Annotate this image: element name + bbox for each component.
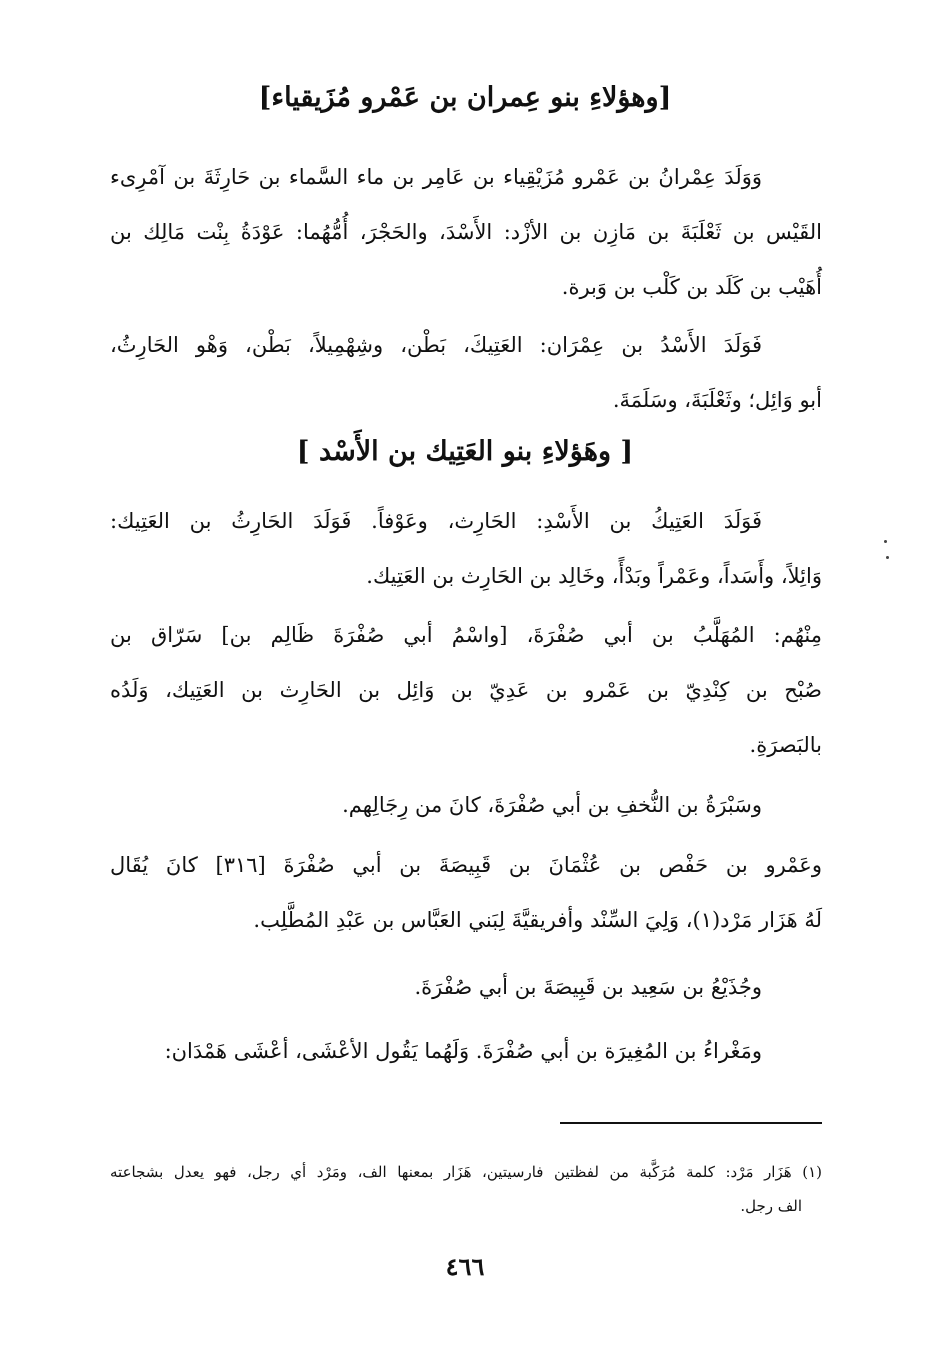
footnote-line: (١) هَزَار مَرْد: كلمة مُرَكَّبة من لفظتين فارسيتين، هَزَار بمعنها الف، ومَرْد أي رجل، فهو يعدل بشجاعته — [110, 1163, 822, 1181]
text-line: مِنْهُم: المُهَلَّبُ بن أبي صُفْرَةَ، [واسْمُ أبي صُفْرَةَ ظَالِم بن] سَرّاق بن — [110, 623, 822, 647]
text-line: لَهُ هَزَار مَرْد(١)، وَلِيَ السِّنْد وأفريقيَّةَ لِبَني العَبَّاس بن عَبْدِ المُطَّلِب. — [253, 908, 822, 932]
paragraph-asd-offspring — [110, 318, 822, 428]
text-line: بالبَصرَةِ. — [749, 733, 822, 757]
section-heading-atik: [ وهَؤلاءِ بنو العَتِيك بن الأَسْد ] — [296, 436, 634, 467]
text-line: صُبْح بن كِنْدِيّ بن عَمْرو بن عَدِيّ بن وَائِل بن الحَارِث بن العَتِيك، وَلَدُه — [110, 678, 822, 702]
scan-speck — [884, 540, 887, 543]
paragraph-sabra — [110, 778, 822, 833]
paragraph-imran-offspring — [110, 150, 822, 315]
paragraph-maghra — [110, 1024, 822, 1079]
text-line: وَائِلاً، وأَسَداً، وعَمْراً وبَدْأً، وخَالِد بن الحَارِث بن العَتِيك. — [366, 564, 822, 588]
text-line: وَوَلَدَ عِمْرانُ بن عَمْرو مُزَيْقِياء بن عَامِر بن ماء السَّماء بن حَارِثَةَ بن آمْرِىء — [110, 165, 762, 189]
paragraph-amr-ibn-hafs — [110, 838, 822, 948]
text-line: ومَغْراءُ بن المُغِيرَة بن أبي صُفْرَةَ. وَلَهُما يَقُول الأعْشَى، أعْشَى هَمْدَان: — [164, 1039, 762, 1063]
page-number: ٤٦٦ — [445, 1252, 485, 1281]
text-line: وجُذَيْعُ بن سَعِيد بن قَبِيصَةَ بن أبي صُفْرَةَ. — [414, 975, 762, 999]
text-line: فَوَلَدَ العَتِيكُ بن الأَسْدِ: الحَارِث، وعَوْفاً. فَوَلَدَ الحَارِثُ بن العَتِيك: — [110, 509, 762, 533]
footnote-divider — [560, 1122, 822, 1124]
paragraph-atik-offspring — [110, 494, 822, 604]
text-line: وسَبْرَةُ بن النُّخفِ بن أبي صُفْرَةَ، كانَ من رِجَالِهم. — [342, 793, 762, 817]
text-line: القَيْس بن ثَعْلَبَةَ بن مَازِن بن الأزْد: الأَسْدَ، والحَجْرَ، أُمُّهُما: عَوْدَةُ بِنْت مَالِك بن — [110, 220, 822, 244]
text-line: أُهَيْب بن كَلَد بن كَلْب بن وَبرة. — [561, 275, 822, 299]
section-heading-imran: [وهؤلاءِ بنو عِمران بن عَمْرو مُزَيقياء] — [258, 82, 672, 113]
scan-speck — [886, 556, 889, 559]
paragraph-muhallab — [110, 608, 822, 773]
paragraph-judhay — [110, 960, 822, 1015]
text-line: فَوَلَدَ الأَسْدُ بن عِمْرَان: العَتِيكَ، بَطْن، وشِهْمِيلاً، بَطْن، وَهْو الحَارِثُ، — [110, 333, 762, 357]
text-line: وعَمْرو بن حَفْص بن عُثْمَانَ بن قَبِيصَةَ بن أبي صُفْرَةَ [٣١٦] كانَ يُقَال — [110, 853, 822, 877]
footnote-line: الف رجل. — [740, 1197, 802, 1215]
text-line: أبو وَائِل؛ وثَعْلَبَةَ، وسَلَمَةَ. — [612, 388, 822, 412]
footnote — [110, 1155, 822, 1223]
